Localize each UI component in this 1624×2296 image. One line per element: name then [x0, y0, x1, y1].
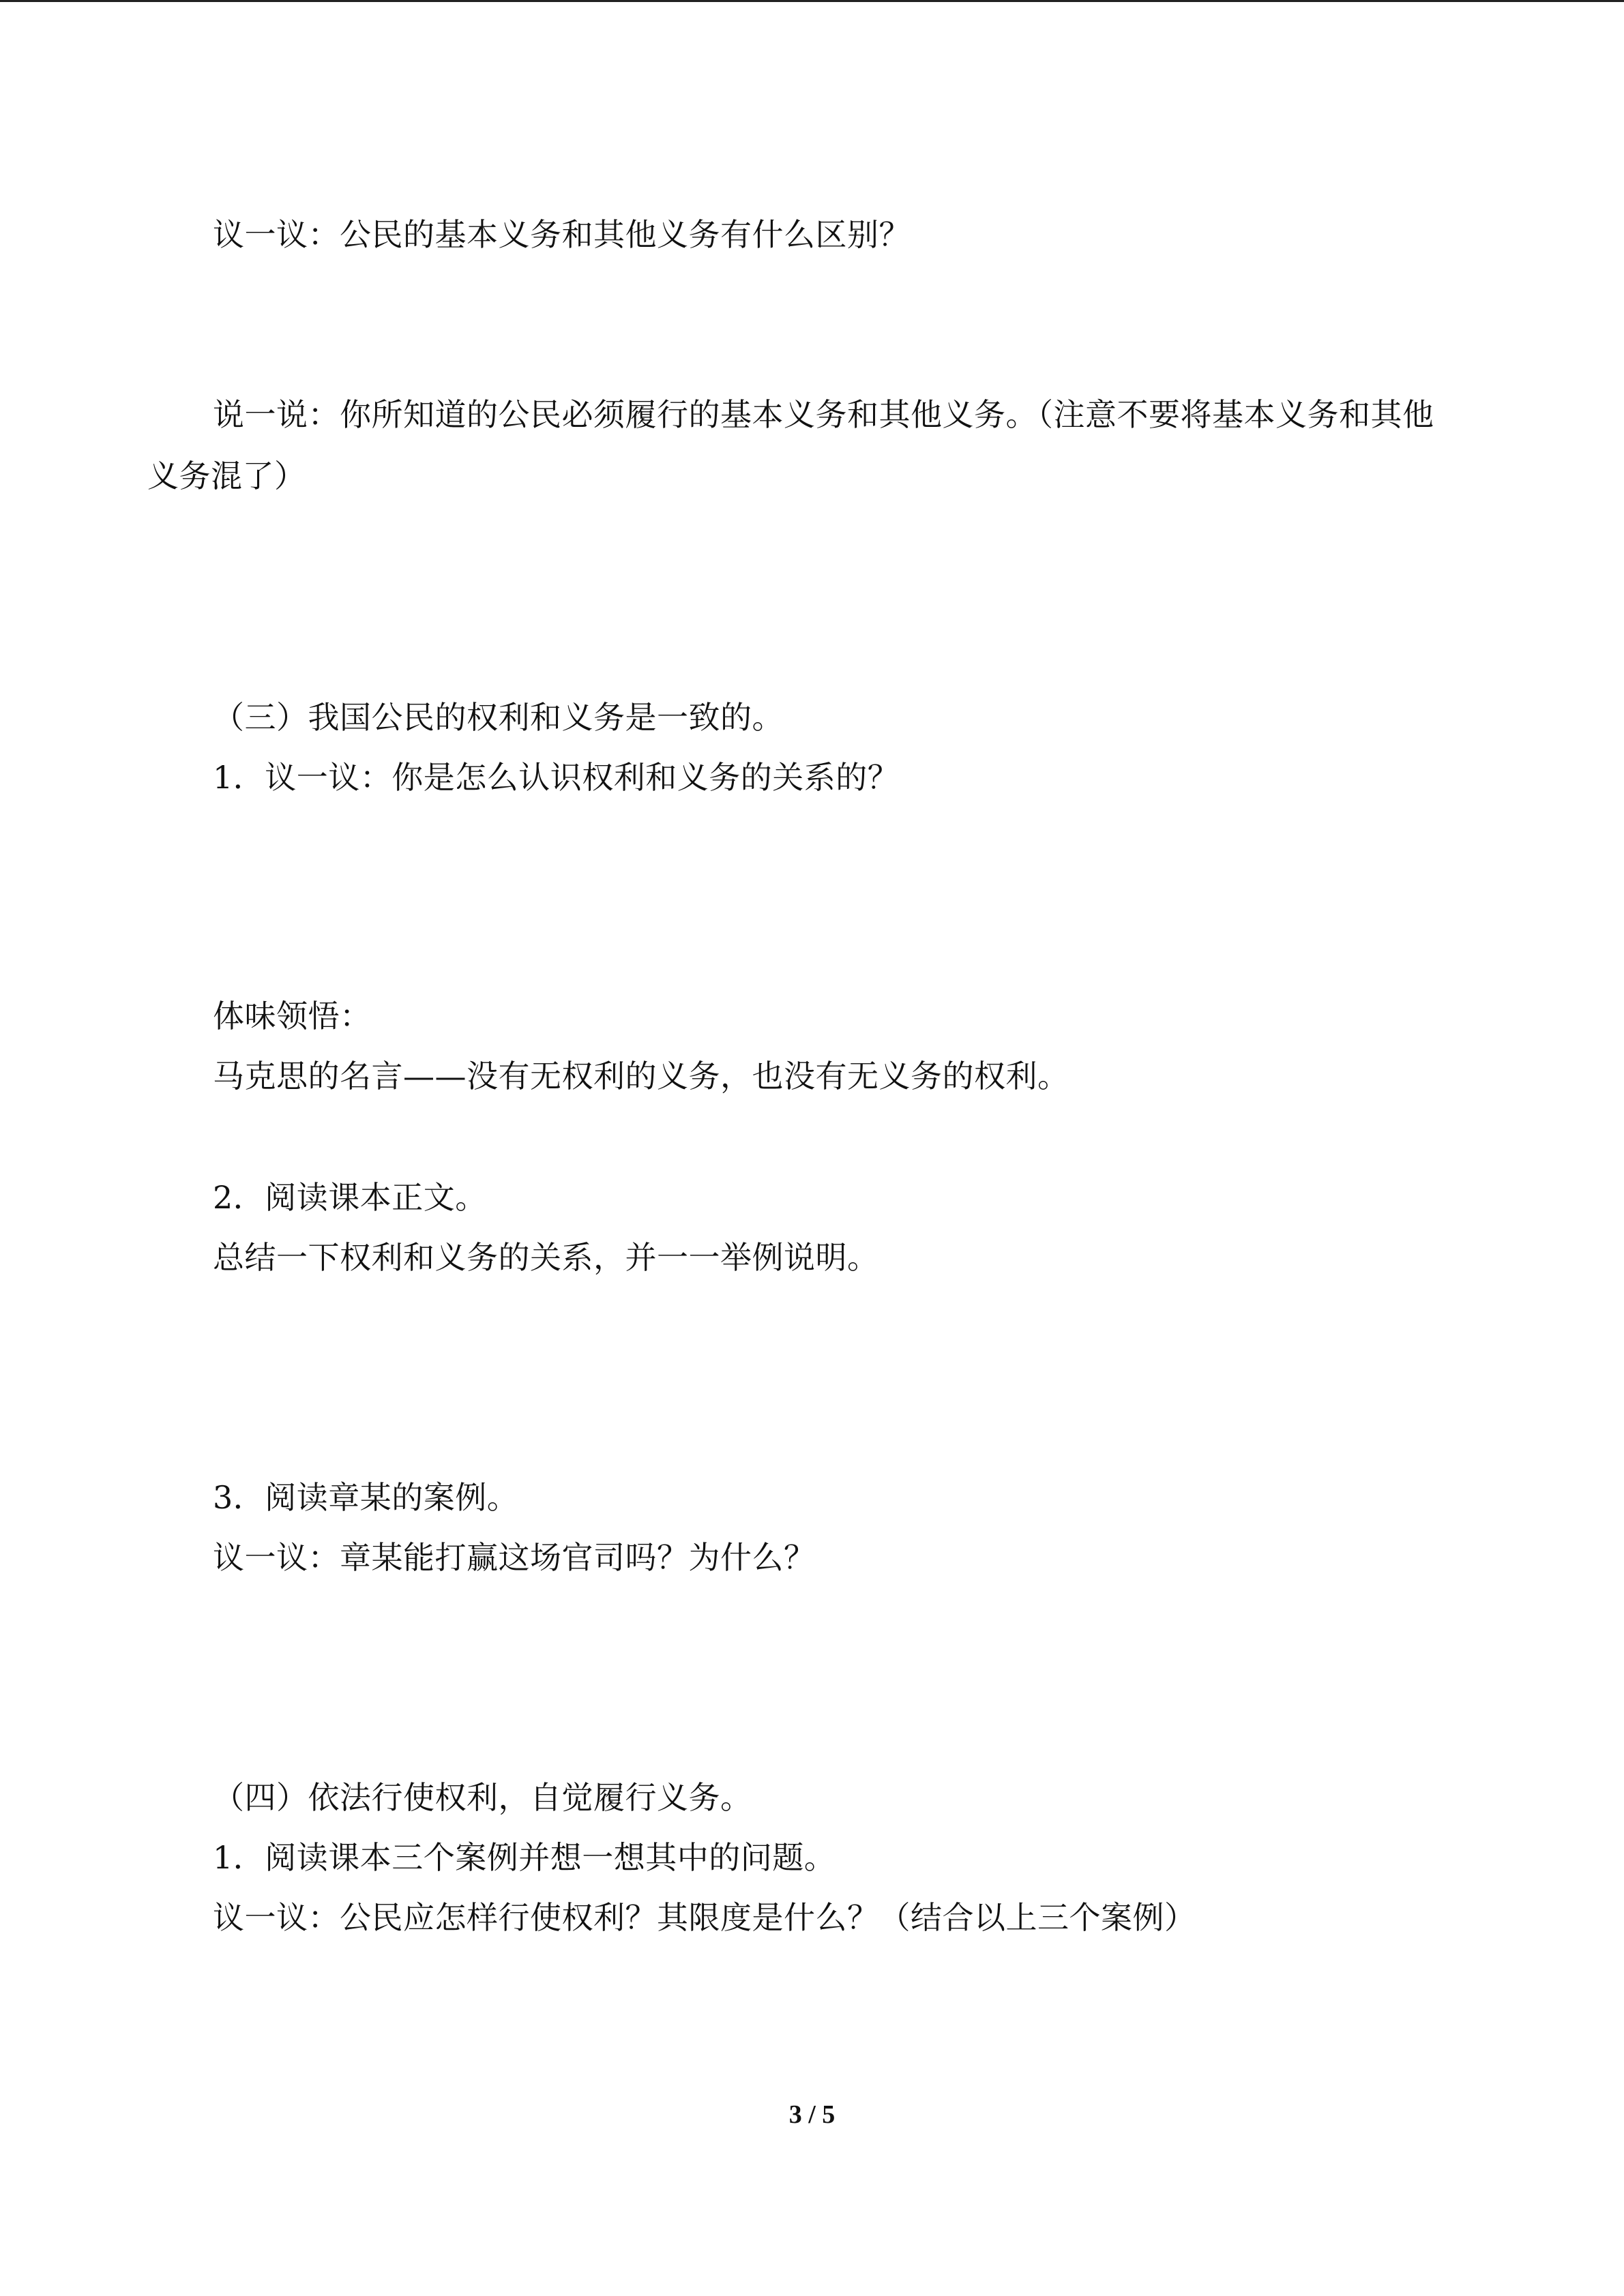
top-border: [0, 0, 1624, 2]
item-read-case: 3．阅读章某的案例。: [213, 1479, 519, 1516]
prompt-list-duties-continued: 义务混了）: [147, 458, 306, 494]
marx-quote: 马克思的名言——没有无权利的义务，也没有无义务的权利。: [213, 1058, 1069, 1094]
item-read-three-cases: 1．阅读课本三个案例并想一想其中的问题。: [213, 1839, 836, 1876]
item-summarize-relation: 总结一下权利和义务的关系，并一一举例说明。: [213, 1239, 879, 1276]
question-basic-vs-other-duties: 议一议：公民的基本义务和其他义务有什么区别？: [213, 216, 911, 253]
reflection-label: 体味领悟：: [213, 998, 372, 1034]
section-heading-3: （三）我国公民的权利和义务是一致的。: [213, 699, 784, 736]
prompt-list-duties: 说一说：你所知道的公民必须履行的基本义务和其他义务。（注意不要将基本义务和其他: [213, 396, 1434, 433]
item-read-textbook: 2．阅读课本正文。: [213, 1179, 487, 1216]
section-heading-4: （四）依法行使权利，自觉履行义务。: [213, 1779, 752, 1816]
page-number: 3 / 5: [788, 2100, 836, 2129]
question-exercise-rights: 议一议：公民应怎样行使权利？其限度是什么？（结合以上三个案例）: [213, 1899, 1196, 1936]
question-case-lawsuit: 议一议：章某能打赢这场官司吗？为什么？: [213, 1539, 816, 1576]
question-rights-duties-relation: 1．议一议：你是怎么认识权利和义务的关系的？: [213, 759, 900, 796]
